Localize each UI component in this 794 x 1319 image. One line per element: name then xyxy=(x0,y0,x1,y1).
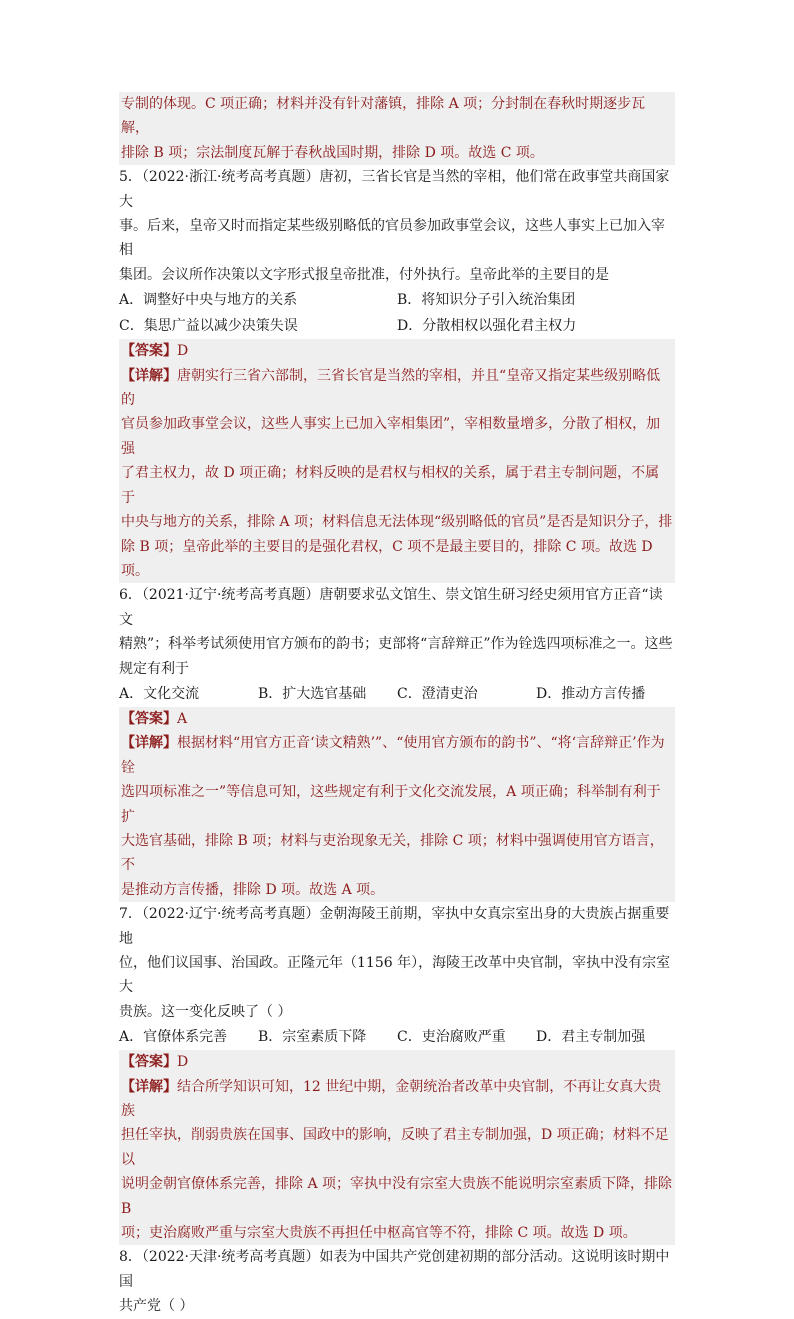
question-5-stem xyxy=(119,165,675,287)
detail-line: 了君主权力，故 D 项正确；材料反映的是君权与相权的关系，属于君主专制问题，不属于 xyxy=(121,465,660,506)
option-c: C．集思广益以减少决策失误 xyxy=(119,318,298,335)
question-line: 集团。会议所作决策以文字形式报皇帝批准，付外执行。皇帝此举的主要目的是 xyxy=(119,266,609,283)
question-line: 6．（2021·辽宁·统考高考真题）唐朝要求弘文馆生、崇文馆生研习经史须用官方正音“读文 xyxy=(119,587,663,628)
question-line: 共产党（ ） xyxy=(119,1298,194,1315)
answer-line xyxy=(121,1050,673,1074)
detail-line xyxy=(121,731,673,780)
detail-tag: 【详解】 xyxy=(121,735,177,752)
detail-text: 根据材料“用官方正音‘读文精熟’”、“使用官方颁布的韵书”、“将‘言辞辩正’作为铨 xyxy=(121,735,665,776)
answer-value: D xyxy=(177,343,189,360)
question-line: 7．（2022·辽宁·统考高考真题）金朝海陵王前期，宰执中女真宗室出身的大贵族占据重要地 xyxy=(119,906,670,947)
detail-tag: 【详解】 xyxy=(121,367,177,384)
answer-line xyxy=(121,339,673,363)
option-a: A．调整好中央与地方的关系 xyxy=(119,292,298,309)
option-b: B．扩大选官基础 xyxy=(258,685,367,702)
question-6-options xyxy=(119,681,675,707)
detail-line: 大选官基础，排除 B 项；材料与吏治现象无关，排除 C 项；材料中强调使用官方语言，不 xyxy=(121,832,664,874)
detail-line: 选四项标准之一”等信息可知，这些规定有利于文化交流发展，A 项正确；科举制有利于扩 xyxy=(121,784,661,825)
detail-line: 官员参加政事堂会议，这些人事实上已加入宰相集团”，宰相数量增多，分散了相权，加强 xyxy=(121,416,661,457)
option-a: A．官僚体系完善 xyxy=(119,1029,228,1046)
question-line: 精熟”；科举考试须使用官方颁布的韵书；吏部将“言辞辩正”作为铨选四项标准之一。这些 xyxy=(119,636,673,653)
answer-value: A xyxy=(177,710,188,727)
answer-tag: 【答案】 xyxy=(121,710,177,727)
option-d: D．君主专制加强 xyxy=(536,1029,646,1046)
detail-line: 担任宰执，削弱贵族在国事、国政中的影响，反映了君主专制加强，D 项正确；材料不足以 xyxy=(121,1127,669,1168)
detail-line xyxy=(121,364,673,413)
option-b: B．宗室素质下降 xyxy=(258,1029,367,1046)
answer-tag: 【答案】 xyxy=(121,343,177,360)
question-5-options xyxy=(119,287,675,339)
detail-line: 是推动方言传播，排除 D 项。故选 A 项。 xyxy=(121,881,385,898)
answer-value: D xyxy=(177,1054,189,1071)
question-7-stem xyxy=(119,902,675,1024)
question-line: 5．（2022·浙江·统考高考真题）唐初，三省长官是当然的宰相，他们常在政事堂共商国家大 xyxy=(119,169,670,210)
question-line: 位，他们议国事、治国政。正隆元年（1156 年），海陵王改革中央官制，宰执中没有宗室大 xyxy=(119,955,671,996)
question-7-options xyxy=(119,1024,675,1050)
detail-line xyxy=(121,1075,673,1124)
question-6-stem xyxy=(119,583,675,681)
option-d: D．推动方言传播 xyxy=(536,685,646,702)
carryover-line: 排除 B 项；宗法制度瓦解于春秋战国时期，排除 D 项。故选 C 项。 xyxy=(121,144,544,161)
question-line: 8．（2022·天津·统考高考真题）如表为中国共产党创建初期的部分活动。这说明该时期中国 xyxy=(119,1249,670,1290)
question-8-stem xyxy=(119,1245,675,1318)
option-c: C．吏治腐败严重 xyxy=(397,1029,506,1046)
option-c: C．澄清吏治 xyxy=(397,685,478,702)
question-line: 事。后来，皇帝又时而指定某些级别略低的官员参加政事堂会议，这些人事实上已加入宰相 xyxy=(119,218,665,259)
detail-tag: 【详解】 xyxy=(121,1078,177,1095)
detail-line: 中央与地方的关系，排除 A 项；材料信息无法体现“级别略低的官员”是否是知识分子，排 xyxy=(121,514,673,531)
question-line: 贵族。这一变化反映了（ ） xyxy=(119,1003,292,1020)
question-6-answer xyxy=(119,707,675,902)
carryover-explanation xyxy=(119,92,675,165)
question-7-answer xyxy=(119,1050,675,1245)
question-5-answer xyxy=(119,339,675,583)
detail-line: 项；吏治腐败严重与宗室大贵族不再担任中枢高官等不符，排除 C 项。故选 D 项。 xyxy=(121,1225,637,1242)
answer-line xyxy=(121,707,673,731)
detail-line: 除 B 项；皇帝此举的主要目的是强化君权，C 项不是最主要目的，排除 C 项。故选 D 项。 xyxy=(121,538,653,579)
carryover-line: 专制的体现。C 项正确；材料并没有针对藩镇，排除 A 项；分封制在春秋时期逐步瓦解， xyxy=(121,96,646,137)
question-line: 规定有利于 xyxy=(119,660,189,677)
option-a: A．文化交流 xyxy=(119,685,200,702)
answer-tag: 【答案】 xyxy=(121,1054,177,1071)
option-d: D．分散相权以强化君主权力 xyxy=(397,318,577,335)
detail-text: 唐朝实行三省六部制，三省长官是当然的宰相，并且“皇帝又指定某些级别略低的 xyxy=(121,367,661,409)
detail-line: 说明金朝官僚体系完善，排除 A 项；宰执中没有宗室大贵族不能说明宗室素质下降，排除 B xyxy=(121,1176,673,1217)
option-b: B．将知识分子引入统治集团 xyxy=(397,292,576,309)
detail-text: 结合所学知识可知，12 世纪中期，金朝统治者改革中央官制，不再让女真大贵族 xyxy=(121,1078,662,1120)
